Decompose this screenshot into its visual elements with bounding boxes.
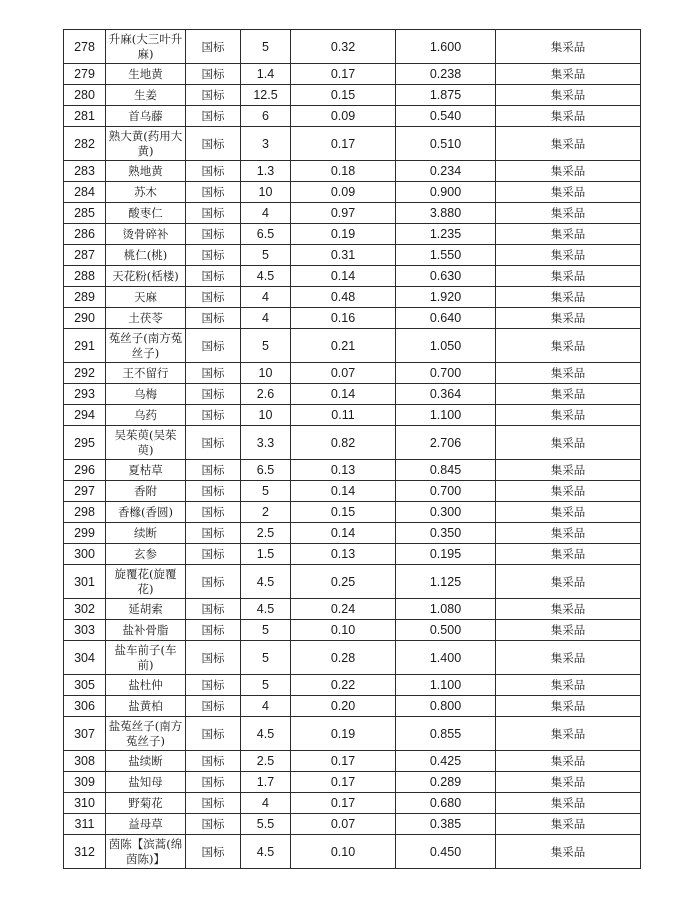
amount-cell: 0.540 xyxy=(396,106,496,127)
row-number-cell: 291 xyxy=(64,329,106,363)
table-row xyxy=(64,565,641,599)
table-row xyxy=(64,245,641,266)
table-row xyxy=(64,641,641,675)
standard-cell: 国标 xyxy=(186,675,241,696)
quantity-cell: 4 xyxy=(241,203,291,224)
row-number-cell: 284 xyxy=(64,182,106,203)
table-row xyxy=(64,85,641,106)
quantity-cell: 2 xyxy=(241,502,291,523)
table-row xyxy=(64,460,641,481)
amount-cell: 1.550 xyxy=(396,245,496,266)
category-cell: 集采品 xyxy=(496,224,641,245)
row-number-cell: 300 xyxy=(64,544,106,565)
amount-cell: 0.425 xyxy=(396,751,496,772)
category-cell: 集采品 xyxy=(496,426,641,460)
table-row xyxy=(64,266,641,287)
table-row xyxy=(64,793,641,814)
category-cell: 集采品 xyxy=(496,203,641,224)
table-row xyxy=(64,544,641,565)
row-number-cell: 307 xyxy=(64,717,106,751)
table-row xyxy=(64,814,641,835)
row-number-cell: 286 xyxy=(64,224,106,245)
amount-cell: 1.875 xyxy=(396,85,496,106)
category-cell: 集采品 xyxy=(496,460,641,481)
row-number-cell: 311 xyxy=(64,814,106,835)
drug-name-cell: 香橼(香圆) xyxy=(106,502,186,523)
row-number-cell: 298 xyxy=(64,502,106,523)
table-row xyxy=(64,405,641,426)
drug-name-cell: 盐黄柏 xyxy=(106,696,186,717)
unit-price-cell: 0.32 xyxy=(291,30,396,64)
category-cell: 集采品 xyxy=(496,182,641,203)
drug-name-cell: 桃仁(桃) xyxy=(106,245,186,266)
amount-cell: 0.800 xyxy=(396,696,496,717)
quantity-cell: 6.5 xyxy=(241,224,291,245)
row-number-cell: 312 xyxy=(64,835,106,869)
standard-cell: 国标 xyxy=(186,384,241,405)
quantity-cell: 3.3 xyxy=(241,426,291,460)
quantity-cell: 3 xyxy=(241,127,291,161)
quantity-cell: 6.5 xyxy=(241,460,291,481)
drug-name-cell: 天麻 xyxy=(106,287,186,308)
standard-cell: 国标 xyxy=(186,426,241,460)
drug-name-cell: 盐车前子(车前) xyxy=(106,641,186,675)
amount-cell: 1.920 xyxy=(396,287,496,308)
quantity-cell: 5 xyxy=(241,620,291,641)
standard-cell: 国标 xyxy=(186,127,241,161)
quantity-cell: 5 xyxy=(241,30,291,64)
drug-name-cell: 旋覆花(旋覆花) xyxy=(106,565,186,599)
unit-price-cell: 0.19 xyxy=(291,224,396,245)
amount-cell: 1.600 xyxy=(396,30,496,64)
drug-name-cell: 烫骨碎补 xyxy=(106,224,186,245)
amount-cell: 1.400 xyxy=(396,641,496,675)
category-cell: 集采品 xyxy=(496,64,641,85)
quantity-cell: 5 xyxy=(241,641,291,675)
category-cell: 集采品 xyxy=(496,127,641,161)
unit-price-cell: 0.18 xyxy=(291,161,396,182)
unit-price-cell: 0.07 xyxy=(291,814,396,835)
table-row xyxy=(64,696,641,717)
category-cell: 集采品 xyxy=(496,641,641,675)
standard-cell: 国标 xyxy=(186,203,241,224)
amount-cell: 0.630 xyxy=(396,266,496,287)
row-number-cell: 292 xyxy=(64,363,106,384)
standard-cell: 国标 xyxy=(186,182,241,203)
row-number-cell: 310 xyxy=(64,793,106,814)
row-number-cell: 285 xyxy=(64,203,106,224)
standard-cell: 国标 xyxy=(186,696,241,717)
unit-price-cell: 0.97 xyxy=(291,203,396,224)
drug-name-cell: 熟地黄 xyxy=(106,161,186,182)
category-cell: 集采品 xyxy=(496,106,641,127)
category-cell: 集采品 xyxy=(496,696,641,717)
amount-cell: 0.195 xyxy=(396,544,496,565)
quantity-cell: 4 xyxy=(241,287,291,308)
standard-cell: 国标 xyxy=(186,287,241,308)
unit-price-cell: 0.21 xyxy=(291,329,396,363)
drug-price-table xyxy=(63,29,640,869)
unit-price-cell: 0.13 xyxy=(291,544,396,565)
row-number-cell: 281 xyxy=(64,106,106,127)
amount-cell: 1.100 xyxy=(396,405,496,426)
standard-cell: 国标 xyxy=(186,481,241,502)
quantity-cell: 5 xyxy=(241,675,291,696)
standard-cell: 国标 xyxy=(186,245,241,266)
drug-name-cell: 续断 xyxy=(106,523,186,544)
table-row xyxy=(64,384,641,405)
quantity-cell: 4.5 xyxy=(241,717,291,751)
quantity-cell: 4 xyxy=(241,308,291,329)
table-row xyxy=(64,675,641,696)
category-cell: 集采品 xyxy=(496,717,641,751)
unit-price-cell: 0.13 xyxy=(291,460,396,481)
drug-name-cell: 熟大黄(药用大黄) xyxy=(106,127,186,161)
standard-cell: 国标 xyxy=(186,751,241,772)
table-row xyxy=(64,620,641,641)
table-row xyxy=(64,599,641,620)
amount-cell: 1.235 xyxy=(396,224,496,245)
amount-cell: 0.900 xyxy=(396,182,496,203)
unit-price-cell: 0.31 xyxy=(291,245,396,266)
unit-price-cell: 0.15 xyxy=(291,502,396,523)
standard-cell: 国标 xyxy=(186,460,241,481)
unit-price-cell: 0.17 xyxy=(291,127,396,161)
standard-cell: 国标 xyxy=(186,502,241,523)
standard-cell: 国标 xyxy=(186,835,241,869)
row-number-cell: 297 xyxy=(64,481,106,502)
drug-name-cell: 土茯苓 xyxy=(106,308,186,329)
amount-cell: 0.238 xyxy=(396,64,496,85)
category-cell: 集采品 xyxy=(496,85,641,106)
table-row xyxy=(64,30,641,64)
row-number-cell: 302 xyxy=(64,599,106,620)
quantity-cell: 10 xyxy=(241,363,291,384)
category-cell: 集采品 xyxy=(496,675,641,696)
standard-cell: 国标 xyxy=(186,30,241,64)
standard-cell: 国标 xyxy=(186,308,241,329)
table-row xyxy=(64,717,641,751)
quantity-cell: 4 xyxy=(241,793,291,814)
table-row xyxy=(64,363,641,384)
quantity-cell: 10 xyxy=(241,182,291,203)
category-cell: 集采品 xyxy=(496,308,641,329)
row-number-cell: 293 xyxy=(64,384,106,405)
row-number-cell: 282 xyxy=(64,127,106,161)
unit-price-cell: 0.14 xyxy=(291,266,396,287)
unit-price-cell: 0.15 xyxy=(291,85,396,106)
drug-name-cell: 盐补骨脂 xyxy=(106,620,186,641)
unit-price-cell: 0.17 xyxy=(291,751,396,772)
drug-name-cell: 夏枯草 xyxy=(106,460,186,481)
unit-price-cell: 0.11 xyxy=(291,405,396,426)
category-cell: 集采品 xyxy=(496,793,641,814)
amount-cell: 0.640 xyxy=(396,308,496,329)
amount-cell: 0.289 xyxy=(396,772,496,793)
table-row xyxy=(64,287,641,308)
unit-price-cell: 0.17 xyxy=(291,64,396,85)
drug-name-cell: 延胡索 xyxy=(106,599,186,620)
drug-name-cell: 茵陈【滨蒿(绵茵陈)】 xyxy=(106,835,186,869)
table-row xyxy=(64,127,641,161)
row-number-cell: 288 xyxy=(64,266,106,287)
category-cell: 集采品 xyxy=(496,329,641,363)
standard-cell: 国标 xyxy=(186,544,241,565)
category-cell: 集采品 xyxy=(496,384,641,405)
quantity-cell: 12.5 xyxy=(241,85,291,106)
category-cell: 集采品 xyxy=(496,544,641,565)
amount-cell: 0.855 xyxy=(396,717,496,751)
table-row xyxy=(64,523,641,544)
standard-cell: 国标 xyxy=(186,814,241,835)
quantity-cell: 1.3 xyxy=(241,161,291,182)
standard-cell: 国标 xyxy=(186,641,241,675)
row-number-cell: 306 xyxy=(64,696,106,717)
row-number-cell: 303 xyxy=(64,620,106,641)
drug-name-cell: 益母草 xyxy=(106,814,186,835)
quantity-cell: 5.5 xyxy=(241,814,291,835)
quantity-cell: 2.5 xyxy=(241,523,291,544)
standard-cell: 国标 xyxy=(186,717,241,751)
standard-cell: 国标 xyxy=(186,266,241,287)
drug-name-cell: 生姜 xyxy=(106,85,186,106)
table-row xyxy=(64,772,641,793)
amount-cell: 1.100 xyxy=(396,675,496,696)
standard-cell: 国标 xyxy=(186,363,241,384)
unit-price-cell: 0.19 xyxy=(291,717,396,751)
amount-cell: 1.080 xyxy=(396,599,496,620)
drug-name-cell: 王不留行 xyxy=(106,363,186,384)
unit-price-cell: 0.16 xyxy=(291,308,396,329)
drug-name-cell: 盐续断 xyxy=(106,751,186,772)
standard-cell: 国标 xyxy=(186,599,241,620)
row-number-cell: 290 xyxy=(64,308,106,329)
table-row xyxy=(64,329,641,363)
quantity-cell: 5 xyxy=(241,245,291,266)
unit-price-cell: 0.09 xyxy=(291,182,396,203)
amount-cell: 3.880 xyxy=(396,203,496,224)
table-row xyxy=(64,308,641,329)
amount-cell: 0.500 xyxy=(396,620,496,641)
table-row xyxy=(64,182,641,203)
drug-name-cell: 升麻(大三叶升麻) xyxy=(106,30,186,64)
category-cell: 集采品 xyxy=(496,835,641,869)
unit-price-cell: 0.10 xyxy=(291,835,396,869)
drug-name-cell: 盐杜仲 xyxy=(106,675,186,696)
category-cell: 集采品 xyxy=(496,565,641,599)
drug-name-cell: 香附 xyxy=(106,481,186,502)
table-row xyxy=(64,161,641,182)
unit-price-cell: 0.82 xyxy=(291,426,396,460)
unit-price-cell: 0.48 xyxy=(291,287,396,308)
standard-cell: 国标 xyxy=(186,64,241,85)
unit-price-cell: 0.09 xyxy=(291,106,396,127)
category-cell: 集采品 xyxy=(496,363,641,384)
amount-cell: 0.350 xyxy=(396,523,496,544)
category-cell: 集采品 xyxy=(496,245,641,266)
drug-name-cell: 菟丝子(南方菟丝子) xyxy=(106,329,186,363)
unit-price-cell: 0.25 xyxy=(291,565,396,599)
unit-price-cell: 0.22 xyxy=(291,675,396,696)
table-row xyxy=(64,751,641,772)
row-number-cell: 283 xyxy=(64,161,106,182)
drug-name-cell: 天花粉(栝楼) xyxy=(106,266,186,287)
unit-price-cell: 0.14 xyxy=(291,481,396,502)
quantity-cell: 1.4 xyxy=(241,64,291,85)
table-row xyxy=(64,502,641,523)
row-number-cell: 301 xyxy=(64,565,106,599)
amount-cell: 0.845 xyxy=(396,460,496,481)
table-row xyxy=(64,224,641,245)
row-number-cell: 278 xyxy=(64,30,106,64)
quantity-cell: 10 xyxy=(241,405,291,426)
amount-cell: 2.706 xyxy=(396,426,496,460)
drug-name-cell: 乌药 xyxy=(106,405,186,426)
standard-cell: 国标 xyxy=(186,565,241,599)
table-row xyxy=(64,481,641,502)
unit-price-cell: 0.14 xyxy=(291,523,396,544)
row-number-cell: 296 xyxy=(64,460,106,481)
amount-cell: 1.125 xyxy=(396,565,496,599)
table-body xyxy=(64,30,641,869)
row-number-cell: 309 xyxy=(64,772,106,793)
quantity-cell: 2.5 xyxy=(241,751,291,772)
row-number-cell: 289 xyxy=(64,287,106,308)
row-number-cell: 280 xyxy=(64,85,106,106)
unit-price-cell: 0.07 xyxy=(291,363,396,384)
quantity-cell: 6 xyxy=(241,106,291,127)
table-row xyxy=(64,835,641,869)
standard-cell: 国标 xyxy=(186,85,241,106)
row-number-cell: 287 xyxy=(64,245,106,266)
standard-cell: 国标 xyxy=(186,161,241,182)
table xyxy=(63,29,641,869)
drug-name-cell: 首乌藤 xyxy=(106,106,186,127)
category-cell: 集采品 xyxy=(496,772,641,793)
amount-cell: 1.050 xyxy=(396,329,496,363)
drug-name-cell: 吴茱萸(吴茱萸) xyxy=(106,426,186,460)
quantity-cell: 1.5 xyxy=(241,544,291,565)
row-number-cell: 294 xyxy=(64,405,106,426)
drug-name-cell: 野菊花 xyxy=(106,793,186,814)
table-row xyxy=(64,426,641,460)
category-cell: 集采品 xyxy=(496,751,641,772)
row-number-cell: 308 xyxy=(64,751,106,772)
unit-price-cell: 0.17 xyxy=(291,793,396,814)
drug-name-cell: 乌梅 xyxy=(106,384,186,405)
unit-price-cell: 0.14 xyxy=(291,384,396,405)
standard-cell: 国标 xyxy=(186,329,241,363)
quantity-cell: 4.5 xyxy=(241,266,291,287)
amount-cell: 0.700 xyxy=(396,481,496,502)
unit-price-cell: 0.28 xyxy=(291,641,396,675)
standard-cell: 国标 xyxy=(186,620,241,641)
standard-cell: 国标 xyxy=(186,772,241,793)
unit-price-cell: 0.24 xyxy=(291,599,396,620)
drug-name-cell: 生地黄 xyxy=(106,64,186,85)
amount-cell: 0.385 xyxy=(396,814,496,835)
row-number-cell: 295 xyxy=(64,426,106,460)
quantity-cell: 4.5 xyxy=(241,599,291,620)
quantity-cell: 4.5 xyxy=(241,835,291,869)
standard-cell: 国标 xyxy=(186,405,241,426)
quantity-cell: 4 xyxy=(241,696,291,717)
quantity-cell: 1.7 xyxy=(241,772,291,793)
drug-name-cell: 酸枣仁 xyxy=(106,203,186,224)
standard-cell: 国标 xyxy=(186,523,241,544)
category-cell: 集采品 xyxy=(496,620,641,641)
unit-price-cell: 0.10 xyxy=(291,620,396,641)
unit-price-cell: 0.20 xyxy=(291,696,396,717)
amount-cell: 0.510 xyxy=(396,127,496,161)
category-cell: 集采品 xyxy=(496,161,641,182)
amount-cell: 0.680 xyxy=(396,793,496,814)
category-cell: 集采品 xyxy=(496,405,641,426)
category-cell: 集采品 xyxy=(496,814,641,835)
drug-name-cell: 玄参 xyxy=(106,544,186,565)
row-number-cell: 299 xyxy=(64,523,106,544)
quantity-cell: 5 xyxy=(241,481,291,502)
quantity-cell: 5 xyxy=(241,329,291,363)
table-row xyxy=(64,203,641,224)
drug-name-cell: 盐菟丝子(南方菟丝子) xyxy=(106,717,186,751)
table-row xyxy=(64,64,641,85)
standard-cell: 国标 xyxy=(186,793,241,814)
amount-cell: 0.234 xyxy=(396,161,496,182)
unit-price-cell: 0.17 xyxy=(291,772,396,793)
category-cell: 集采品 xyxy=(496,523,641,544)
category-cell: 集采品 xyxy=(496,287,641,308)
category-cell: 集采品 xyxy=(496,599,641,620)
drug-name-cell: 盐知母 xyxy=(106,772,186,793)
category-cell: 集采品 xyxy=(496,266,641,287)
category-cell: 集采品 xyxy=(496,30,641,64)
row-number-cell: 279 xyxy=(64,64,106,85)
row-number-cell: 304 xyxy=(64,641,106,675)
drug-name-cell: 苏木 xyxy=(106,182,186,203)
amount-cell: 0.700 xyxy=(396,363,496,384)
category-cell: 集采品 xyxy=(496,481,641,502)
amount-cell: 0.300 xyxy=(396,502,496,523)
amount-cell: 0.364 xyxy=(396,384,496,405)
category-cell: 集采品 xyxy=(496,502,641,523)
row-number-cell: 305 xyxy=(64,675,106,696)
amount-cell: 0.450 xyxy=(396,835,496,869)
standard-cell: 国标 xyxy=(186,224,241,245)
table-row xyxy=(64,106,641,127)
standard-cell: 国标 xyxy=(186,106,241,127)
quantity-cell: 4.5 xyxy=(241,565,291,599)
quantity-cell: 2.6 xyxy=(241,384,291,405)
